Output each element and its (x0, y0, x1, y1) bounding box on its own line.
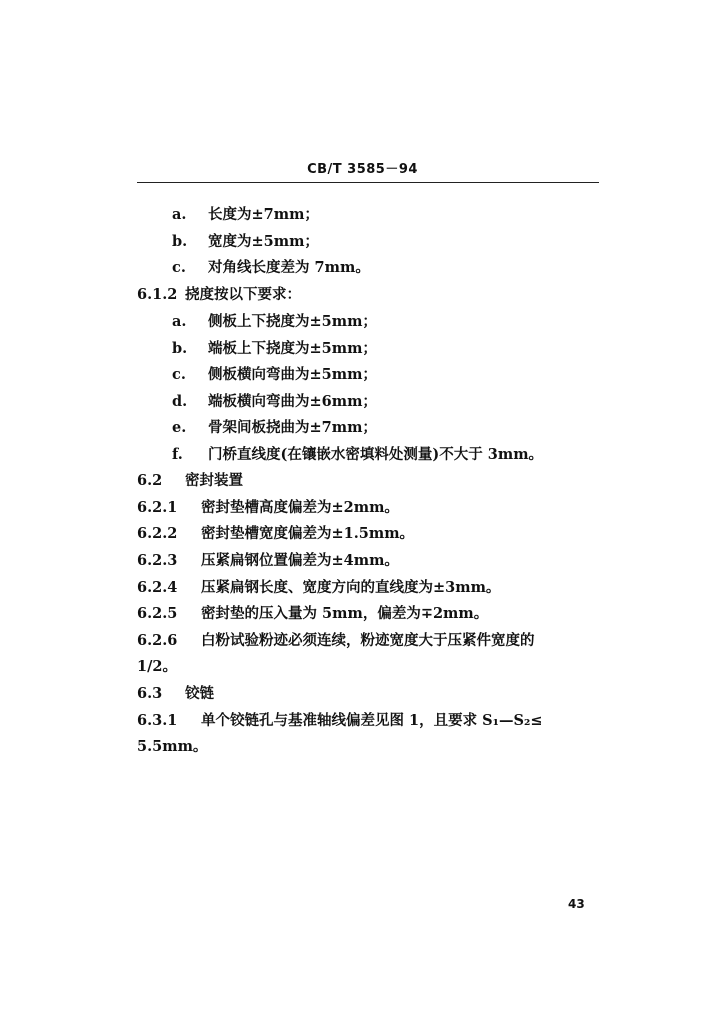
item-label: c. (172, 366, 186, 383)
item-text: 骨架间板挠曲为±7mm； (208, 419, 377, 436)
page-number: 43 (568, 897, 585, 911)
section-text: 密封装置 (185, 472, 243, 489)
section-number: 6.3 (137, 685, 163, 702)
item-text: 宽度为±5mm； (208, 233, 319, 250)
document-code-header: CB/T 3585－94 (307, 162, 418, 177)
continuation-text: 5.5mm。 (137, 738, 208, 755)
item-label: a. (172, 206, 187, 223)
section-number: 6.2 (137, 472, 163, 489)
section-number: 6.2.4 (137, 579, 178, 596)
item-text: 长度为±7mm； (208, 206, 319, 223)
header-rule (137, 182, 599, 183)
section-number: 6.2.2 (137, 525, 178, 542)
section-number: 6.2.3 (137, 552, 178, 569)
section-text: 白粉试验粉迹必须连续，粉迹宽度大于压紧件宽度的 (201, 632, 535, 649)
item-label: e. (172, 419, 187, 436)
continuation-text: 1/2。 (137, 658, 177, 675)
item-text: 侧板横向弯曲为±5mm； (208, 366, 377, 383)
item-text: 门桥直线度(在镶嵌水密填料处测量)不大于 3mm。 (208, 446, 544, 463)
item-label: a. (172, 313, 187, 330)
item-label: f. (172, 446, 183, 463)
item-text: 端板横向弯曲为±6mm； (208, 393, 377, 410)
item-label: b. (172, 340, 188, 357)
section-number: 6.1.2 (137, 286, 178, 303)
section-text: 铰链 (185, 685, 214, 702)
item-label: b. (172, 233, 188, 250)
section-text: 压紧扁钢长度、宽度方向的直线度为±3mm。 (201, 579, 501, 596)
section-text: 单个铰链孔与基准轴线偏差见图 1，且要求 S₁—S₂≤ (201, 712, 543, 729)
section-number: 6.2.5 (137, 605, 178, 622)
item-text: 端板上下挠度为±5mm； (208, 340, 377, 357)
section-text: 压紧扁钢位置偏差为±4mm。 (201, 552, 399, 569)
item-text: 侧板上下挠度为±5mm； (208, 313, 377, 330)
section-text: 密封垫的压入量为 5mm，偏差为∓2mm。 (201, 605, 489, 622)
section-number: 6.2.1 (137, 499, 178, 516)
item-label: c. (172, 259, 186, 276)
section-text: 密封垫槽高度偏差为±2mm。 (201, 499, 399, 516)
section-number: 6.2.6 (137, 632, 178, 649)
item-text: 对角线长度差为 7mm。 (208, 259, 370, 276)
item-label: d. (172, 393, 188, 410)
section-number: 6.3.1 (137, 712, 178, 729)
section-text: 密封垫槽宽度偏差为±1.5mm。 (201, 525, 415, 542)
section-text: 挠度按以下要求： (185, 286, 301, 303)
